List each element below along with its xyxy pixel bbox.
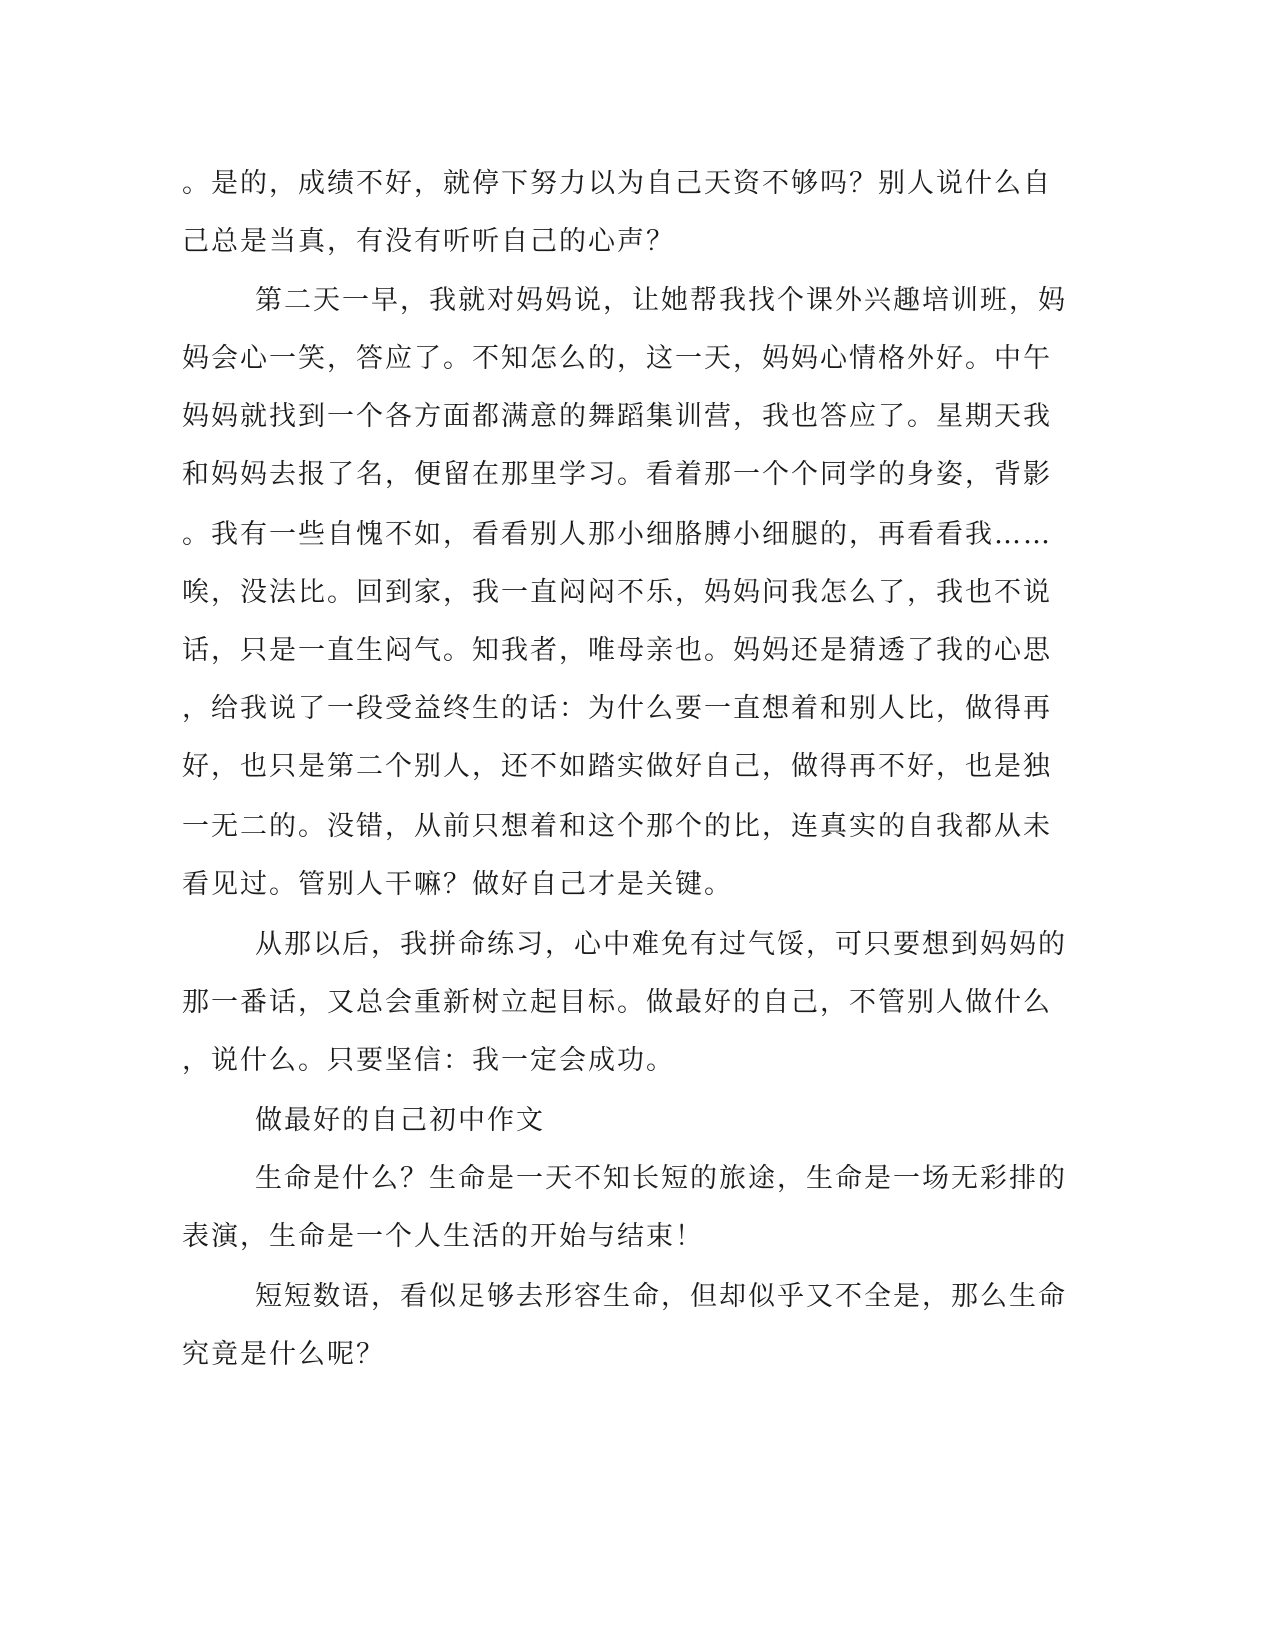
paragraph-start-line: 生命是什么？生命是一天不知长短的旅途，生命是一场无彩排的 (255, 1163, 1067, 1194)
text-line: 妈妈就找到一个各方面都满意的舞蹈集训营，我也答应了。星期天我 (182, 401, 1052, 432)
text-line: ，说什么。只要坚信：我一定会成功。 (182, 1045, 675, 1076)
text-line: 那一番话，又总会重新树立起目标。做最好的自己，不管别人做什么 (182, 987, 1052, 1018)
text-line: 。我有一些自愧不如，看看别人那小细胳膊小细腿的，再看看我…… (182, 519, 1052, 550)
text-line: 己总是当真，有没有听听自己的心声？ (182, 226, 675, 257)
text-line: 一无二的。没错，从前只想着和这个那个的比，连真实的自我都从未 (182, 811, 1052, 842)
text-line: 好，也只是第二个别人，还不如踏实做好自己，做得再不好，也是独 (182, 751, 1052, 782)
section-title: 做最好的自己初中作文 (255, 1105, 545, 1136)
text-line: 表演，生命是一个人生活的开始与结束！ (182, 1221, 704, 1252)
paragraph-start-line: 第二天一早，我就对妈妈说，让她帮我找个课外兴趣培训班，妈 (255, 285, 1067, 316)
paragraph-start-line: 短短数语，看似足够去形容生命，但却似乎又不全是，那么生命 (255, 1281, 1067, 1312)
text-line: 看见过。管别人干嘛？做好自己才是关键。 (182, 869, 733, 900)
text-line: 妈会心一笑，答应了。不知怎么的，这一天，妈妈心情格外好。中午 (182, 343, 1052, 374)
text-line: 话，只是一直生闷气。知我者，唯母亲也。妈妈还是猜透了我的心思 (182, 635, 1052, 666)
text-line: ，给我说了一段受益终生的话：为什么要一直想着和别人比，做得再 (182, 693, 1052, 724)
paragraph-start-line: 从那以后，我拼命练习，心中难免有过气馁，可只要想到妈妈的 (255, 929, 1067, 960)
text-line: 和妈妈去报了名，便留在那里学习。看着那一个个同学的身姿，背影 (182, 459, 1052, 490)
text-line: 。是的，成绩不好，就停下努力以为自己天资不够吗？别人说什么自 (182, 168, 1052, 199)
text-line: 唉，没法比。回到家，我一直闷闷不乐，妈妈问我怎么了，我也不说 (182, 577, 1052, 608)
text-line: 究竟是什么呢？ (182, 1339, 385, 1370)
